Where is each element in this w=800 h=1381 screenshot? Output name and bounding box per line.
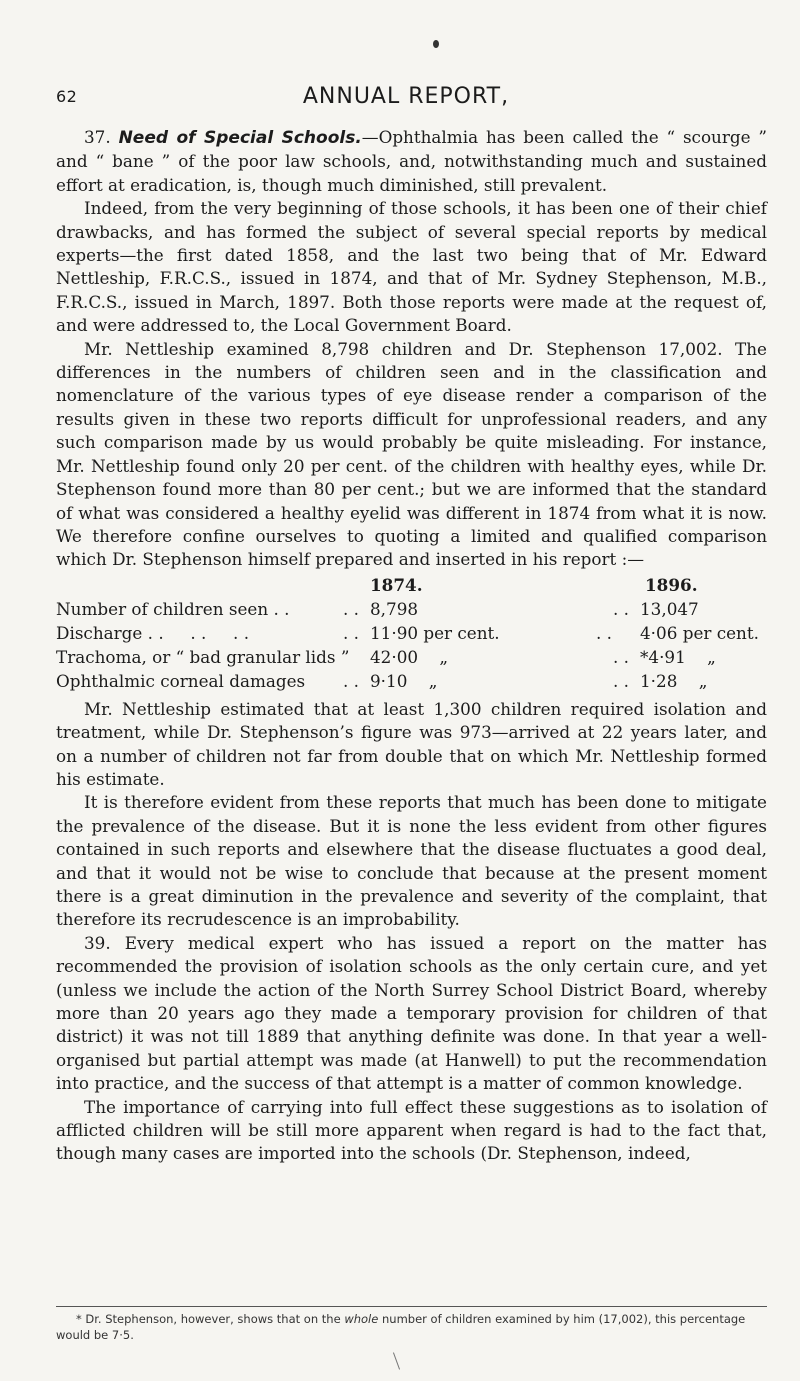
value-1874: 42·00 „: [370, 646, 449, 667]
paragraph: It is therefore evident from these reports that much has been done to mitigate the prevalence of the disease. But it is none the less evident from other figures contained in such reports and elsewhere that the disease fluctuates a good deal, and that it would not be wise to conclude that because at the present moment there is a great diminution in the prevalence and severity of the complaint, that therefore its recrudescence is an improbability.: [56, 792, 767, 930]
row-label: Discharge . . . . . .: [56, 622, 250, 643]
paragraph: The importance of carrying into full effect these suggestions as to isolation of afflicted children will be still more apparent when regard is had to the fact that, though many cases are imported into the schools (Dr. Stephenson, indeed,: [56, 1096, 767, 1164]
section-37-paragraph: [56, 126, 767, 197]
section-heading: Need of Special Schools.: [118, 128, 362, 148]
leader-dots: . .: [343, 622, 360, 643]
footnote-emphasis: whole: [344, 1312, 379, 1326]
paragraph: 39. Every medical expert who has issued a report on the matter has recommended the provision of isolation schools as the only certain cure, and yet (unless we include the action of the North Surrey School District Board, whereby more than 20 years ago they made a temporary provision for children of that district) it was not till 1889 that anything definite was done. In that year a well-organised but partial attempt was made (at Hanwell) to put the recommendation into practice, and the success of that attempt is a matter of common knowledge.: [56, 932, 767, 1094]
leader-dots: . .: [613, 598, 630, 619]
footnote-text: * Dr. Stephenson, however, shows that on the: [76, 1312, 345, 1326]
value-1896: 4·06 per cent.: [640, 622, 759, 643]
leader-dots: . .: [596, 622, 613, 643]
body-text: [56, 126, 767, 1166]
page-header: [56, 84, 756, 114]
leader-dots: . .: [613, 670, 630, 691]
row-label: Ophthalmic corneal damages: [56, 670, 306, 691]
value-1896: *4·91 „: [640, 646, 716, 667]
column-header-1896: 1896.: [645, 574, 698, 595]
running-title: ANNUAL REPORT,: [302, 84, 510, 109]
footnote: [56, 1311, 767, 1343]
value-1896: 13,047: [640, 598, 699, 619]
leader-dots: . .: [343, 598, 360, 619]
table-row: [56, 622, 767, 646]
table-row: [56, 670, 767, 694]
footnote-text: number of children examined by him (17,002), this percentage would be 7·5.: [56, 1312, 746, 1342]
section-opening: —Ophthalmia has been called the “ scourge ” and “ bane ” of the poor law schools, and, notwithstanding much and sustained effort at eradication, is, though much diminished, still prevalent.: [56, 127, 768, 195]
page-number: 62: [56, 87, 78, 106]
comparison-table: [56, 574, 767, 694]
value-1874: 9·10 „: [370, 670, 438, 691]
row-label: Number of children seen . .: [56, 598, 290, 619]
paragraph: Mr. Nettleship estimated that at least 1,300 children required isolation and treatment, while Dr. Stephenson’s figure was 973—arrived at 22 years later, and on a number of children not far from double that on which Mr. Nettleship formed his estimate.: [56, 698, 767, 789]
row-label: Trachoma, or “ bad granular lids ”: [56, 646, 350, 667]
leader-dots: . .: [613, 646, 630, 667]
page-blemish: [433, 40, 439, 48]
table-row: [56, 598, 767, 622]
section-number: 37.: [84, 127, 111, 147]
value-1874: 8,798: [370, 598, 419, 619]
paragraph: Indeed, from the very beginning of those schools, it has been one of their chief drawbacks, and has formed the subject of several special reports by medical experts—the first dated 1858, and the last two being that of Mr. Edward Nettleship, F.R.C.S., issued in 1874, and that of Mr. Sydney Stephenson, M.B., F.R.C.S., issued in March, 1897. Both those reports were made at the request of, and were addressed to, the Local Government Board.: [56, 198, 767, 336]
column-header-1874: 1874.: [370, 574, 423, 595]
leader-dots: . .: [343, 670, 360, 691]
table-row: [56, 646, 767, 670]
value-1896: 1·28 „: [640, 670, 708, 691]
page-mark: [393, 1352, 400, 1369]
value-1874: 11·90 per cent.: [370, 622, 500, 643]
footnote-divider: [56, 1306, 767, 1307]
paragraph: Mr. Nettleship examined 8,798 children and Dr. Stephenson 17,002. The differences in the numbers of children seen and in the classification and nomenclature of the various types of eye disease render a comparison of the results given in these two reports difficult for unprofessional readers, and any such comparison made by us would probably be quite misleading. For instance, Mr. Nettleship found only 20 per cent. of the children with healthy eyes, while Dr. Stephenson found more than 80 per cent.; but we are informed that the standard of what was considered a healthy eyelid was different in 1874 from what it is now. We therefore confine ourselves to quoting a limited and qualified comparison which Dr. Stephenson himself prepared and inserted in his report :—: [56, 338, 767, 570]
